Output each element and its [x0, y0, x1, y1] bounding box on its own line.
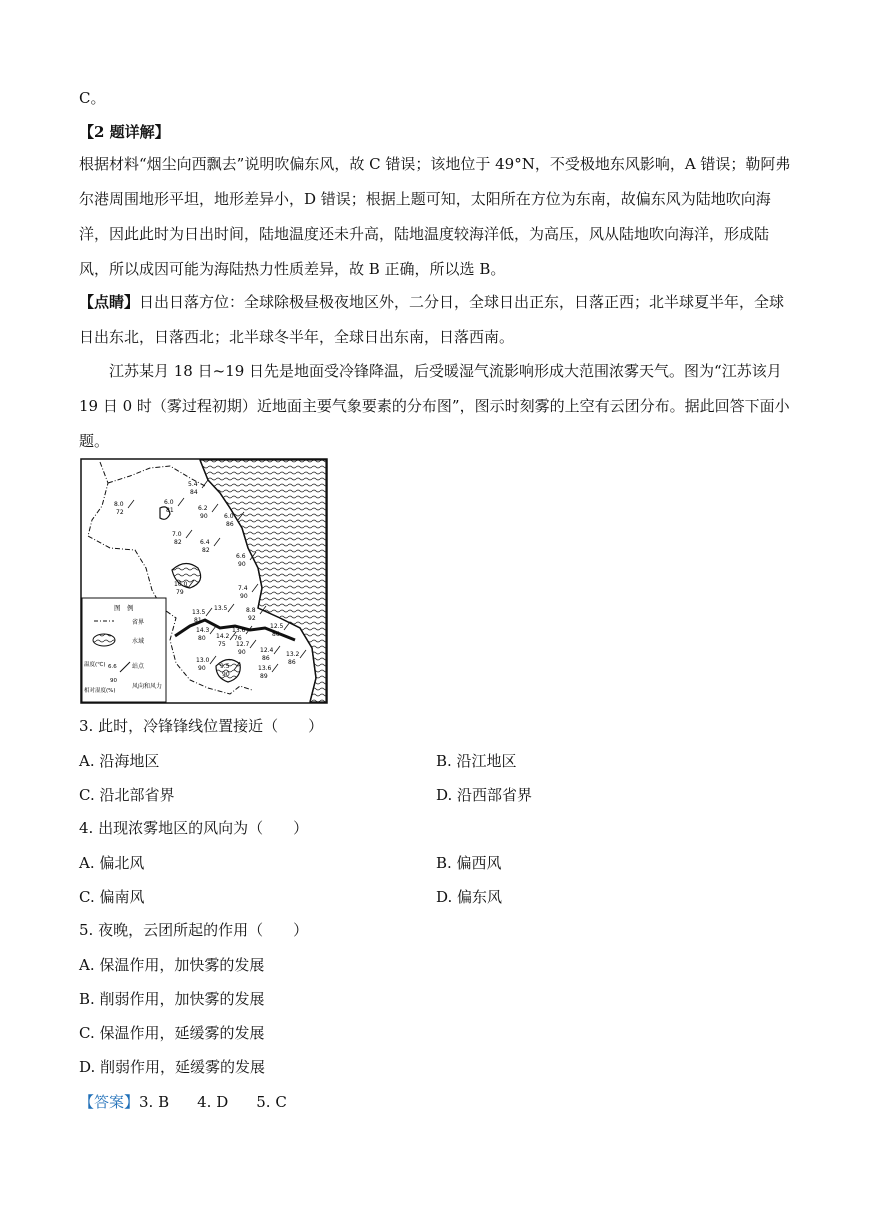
station-humidity: 81	[166, 507, 174, 514]
q2-heading: 【2 题详解】	[79, 123, 170, 141]
station-humidity: 89	[260, 673, 268, 680]
question-5-option-c: C. 保温作用，延缓雾的发展	[79, 1024, 265, 1042]
station-temp: 13.0	[196, 657, 210, 664]
question-5-stem: 5. 夜晚，云团所起的作用（ ）	[79, 921, 309, 939]
dianjing-body: 日出日落方位：全球除极昼极夜地区外，二分日，全球日出正东，日落正西；北半球夏半年，全球日出东北，日落西北；北半球冬半年，全球日出东南，日落西南。	[79, 293, 785, 346]
station-humidity: 86	[272, 631, 280, 638]
answer-5: 5. C	[256, 1093, 287, 1111]
station-temp: 13.6	[232, 627, 246, 634]
question-5-option-a: A. 保温作用，加快雾的发展	[79, 956, 265, 974]
question-5-option-b: B. 削弱作用，加快雾的发展	[79, 990, 265, 1008]
station-temp: 7.0	[172, 531, 182, 538]
legend-item-boundary: 省界	[132, 619, 145, 626]
station-humidity: 90	[222, 671, 230, 678]
question-3-stem: 3. 此时，冷锋锋线位置接近（ ）	[79, 717, 324, 735]
station-temp: 13.6	[258, 665, 272, 672]
question-4-stem: 4. 出现浓雾地区的风向为（ ）	[79, 819, 309, 837]
station-humidity: 75	[218, 641, 226, 648]
legend-water-symbol	[93, 634, 115, 646]
station-humidity: 82	[202, 547, 210, 554]
station-humidity: 81	[194, 617, 202, 624]
station-humidity: 79	[176, 589, 184, 596]
station-temp: 5.4	[188, 481, 198, 488]
station-temp: 6.4	[200, 539, 210, 546]
answer-3: 3. B	[139, 1093, 170, 1111]
question-3-option-a: A. 沿海地区	[79, 752, 160, 770]
station-humidity: 90	[240, 593, 248, 600]
station-humidity: 90	[198, 665, 206, 672]
station-temp: 12.4	[260, 647, 274, 654]
station-temp: 12.7	[236, 641, 250, 648]
question-5-option-d: D. 削弱作用，延缓雾的发展	[79, 1058, 266, 1076]
station-humidity: 76	[234, 635, 242, 642]
question-4-option-c: C. 偏南风	[79, 888, 145, 906]
station-temp: 13.5	[192, 609, 206, 616]
station-temp: 10.0	[174, 581, 188, 588]
legend-item-wind: 风向和风力	[132, 683, 163, 690]
legend-item-station: 站点	[132, 663, 145, 670]
legend-humidity-label: 相对湿度(%)	[84, 688, 116, 694]
legend-item-water: 水域	[132, 638, 145, 645]
station-temp: 12.5	[270, 623, 284, 630]
answer-label: 【答案】	[79, 1093, 140, 1111]
dianjing-paragraph	[79, 285, 791, 355]
prev-answer: C。	[79, 89, 106, 107]
station-humidity: 86	[226, 521, 234, 528]
question-3-option-c: C. 沿北部省界	[79, 786, 175, 804]
legend-sample-temp: 6.6	[108, 664, 117, 670]
station-humidity: 80	[198, 635, 206, 642]
q2-explanation: 根据材料“烟尘向西飘去”说明吹偏东风，故 C 错误；该地位于 49°N，不受极地东风影响，A 错误；勒阿弗尔港周围地形平坦，地形差异小，D 错误；根据上题可知，太阳所在方位为东南，故偏东风为陆地吹向海洋，因此此时为日出时间，陆地温度还未升高，陆地温度较海洋低，为高压，风从陆地吹向海洋，形成陆风，所以成因可能为海陆热力性质差异，故 B 正确，所以选 B。	[79, 155, 791, 278]
station-humidity: 92	[248, 615, 256, 622]
question-4-option-d: D. 偏东风	[436, 888, 503, 906]
station-temp: 7.4	[238, 585, 248, 592]
station-temp: 6.0	[164, 499, 174, 506]
legend-sample-hum: 90	[110, 678, 117, 684]
station-temp: 8.8	[246, 607, 256, 614]
station-temp: 9.5	[220, 663, 230, 670]
station-temp: 6.2	[198, 505, 208, 512]
jiangsu-weather-map	[80, 458, 328, 704]
question-4-option-b: B. 偏西风	[436, 854, 502, 872]
station-humidity: 90	[200, 513, 208, 520]
station-humidity: 86	[262, 655, 270, 662]
station-temp: 6.6	[236, 553, 246, 560]
answer-4: 4. D	[197, 1093, 229, 1111]
question-3-option-b: B. 沿江地区	[436, 752, 517, 770]
legend-title: 图 例	[114, 604, 134, 612]
station-temp: 14.3	[196, 627, 210, 634]
station-temp: 13.2	[286, 651, 300, 658]
question-3-option-d: D. 沿西部省界	[436, 786, 533, 804]
station-humidity: 90	[238, 649, 246, 656]
station-humidity: 72	[116, 509, 124, 516]
station-temp: 14.2	[216, 633, 230, 640]
answer-line	[79, 1092, 287, 1112]
question-intro: 江苏某月 18 日~19 日先是地面受冷锋降温，后受暖湿气流影响形成大范围浓雾天气。图为“江苏该月 19 日 0 时（雾过程初期）近地面主要气象要素的分布图”，图示时刻雾的上空有云团分布。据此回答下面小题。	[79, 362, 790, 450]
station-humidity: 90	[238, 561, 246, 568]
station-temp: 13.5	[214, 605, 228, 612]
dianjing-label: 【点睛】	[79, 293, 140, 311]
station-temp: 8.0	[114, 501, 124, 508]
station-humidity: 82	[174, 539, 182, 546]
legend-temp-label: 温度(℃)	[84, 662, 106, 668]
question-4-option-a: A. 偏北风	[79, 854, 145, 872]
station-humidity: 84	[190, 489, 198, 496]
station-temp: 6.0	[224, 513, 234, 520]
map-legend	[82, 598, 166, 702]
station-humidity: 86	[288, 659, 296, 666]
